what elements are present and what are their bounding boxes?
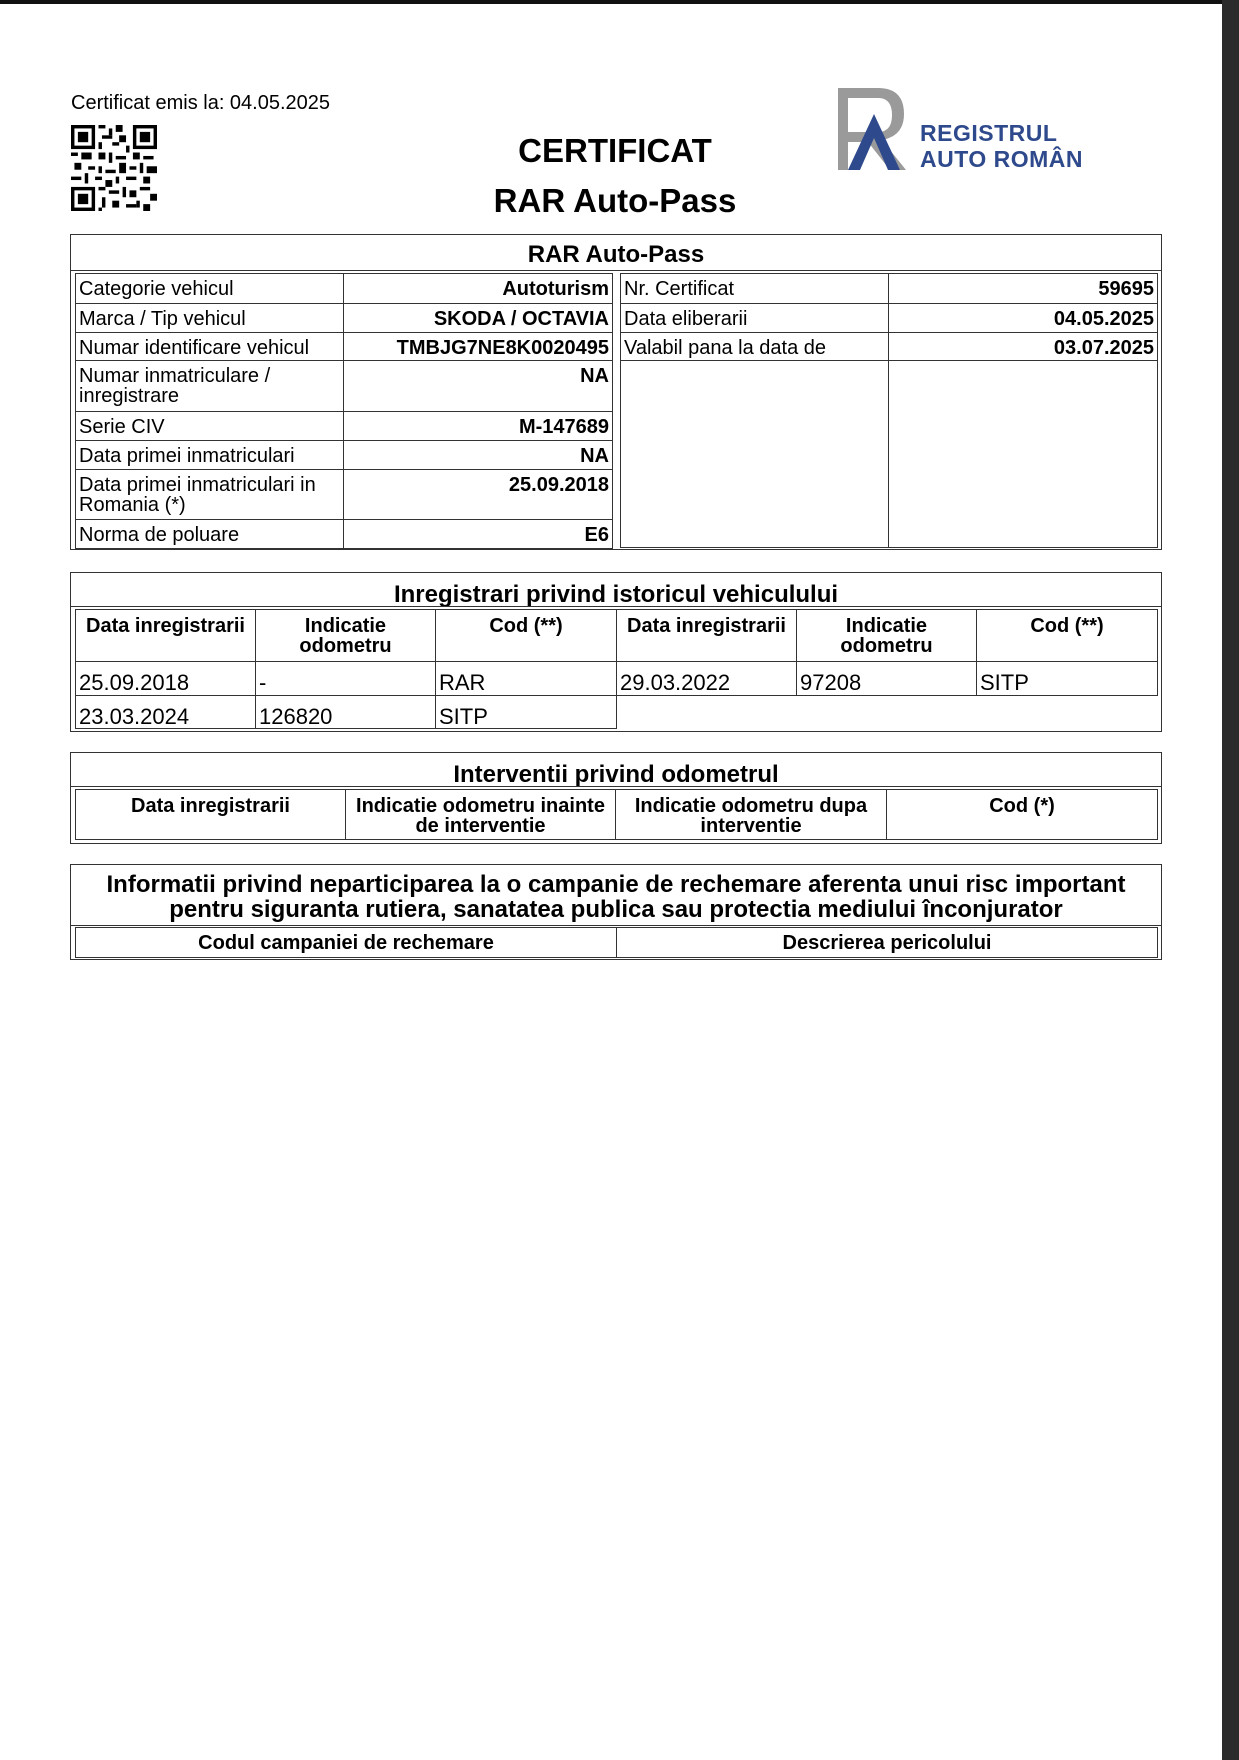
divider [71, 606, 1161, 607]
table-row [76, 441, 613, 470]
label-cell: Numar identificare vehicul [76, 333, 344, 361]
label-cell: Norma de poluare [76, 520, 344, 549]
history-cell: - [256, 662, 436, 696]
table-row [76, 304, 613, 333]
value-cell: Autoturism [344, 274, 613, 304]
label-cell: Nr. Certificat [621, 274, 889, 304]
table-row [76, 333, 613, 361]
history-table [75, 609, 1158, 729]
table-header-row [76, 790, 1158, 840]
column-header: Data inregistrarii [76, 610, 256, 662]
table-row [76, 470, 613, 520]
table-row [76, 274, 613, 304]
column-header: Indicatie odometru [256, 610, 436, 662]
empty-cell [889, 361, 1158, 548]
column-header: Indicatie odometru dupa interventie [616, 790, 887, 840]
history-cell: SITP [977, 662, 1158, 696]
section-title-recall: Informatii privind neparticiparea la o campanie de rechemare aferenta unui risc important pentru siguranta rutiera, sanatatea publica sau protectia mediului înconjurator [106, 871, 1126, 923]
table-header-row [76, 928, 1158, 958]
value-cell: M-147689 [344, 412, 613, 441]
table-row [621, 333, 1158, 361]
issued-date: Certificat emis la: 04.05.2025 [71, 92, 331, 114]
table-row [76, 520, 613, 549]
column-header: Cod (*) [887, 790, 1158, 840]
column-header: Data inregistrarii [76, 790, 346, 840]
label-cell: Categorie vehicul [76, 274, 344, 304]
column-header: Data inregistrarii [617, 610, 797, 662]
recall-table [75, 927, 1158, 958]
column-header: Indicatie odometru [797, 610, 977, 662]
empty-cell [621, 361, 889, 548]
empty-cell [977, 696, 1158, 729]
label-cell: Serie CIV [76, 412, 344, 441]
certificate-title: CERTIFICAT [518, 132, 712, 169]
value-cell: E6 [344, 520, 613, 549]
table-row [76, 412, 613, 441]
certificate-subtitle: RAR Auto-Pass [493, 182, 737, 219]
column-header: Cod (**) [436, 610, 617, 662]
history-cell: 126820 [256, 696, 436, 729]
column-header: Codul campaniei de rechemare [76, 928, 617, 958]
logo-line-2: AUTO ROMÂN [920, 146, 1084, 172]
rar-logo-text [920, 120, 1083, 172]
vehicle-info-table [75, 273, 613, 549]
table-header-row [76, 610, 1158, 662]
auto-pass-section [70, 234, 1162, 550]
table-row [76, 361, 613, 412]
odometer-table [75, 789, 1158, 840]
odometer-interventions-section [70, 752, 1162, 844]
value-cell: NA [344, 361, 613, 412]
empty-cell [797, 696, 977, 729]
table-row [621, 361, 1158, 548]
watermark: AUTOVIT.RO [8, 1722, 200, 1755]
history-cell: 29.03.2022 [617, 662, 797, 696]
value-cell: 03.07.2025 [889, 333, 1158, 361]
value-cell: NA [344, 441, 613, 470]
table-row [76, 696, 1158, 729]
column-header: Descrierea pericolului [617, 928, 1158, 958]
value-cell: SKODA / OCTAVIA [344, 304, 613, 333]
label-cell: Data primei inmatriculari [76, 441, 344, 470]
section-title-odometer: Interventii privind odometrul [453, 761, 779, 788]
certificate-info-table [620, 273, 1158, 548]
label-cell: Data primei inmatriculari in Romania (*) [76, 470, 344, 520]
empty-cell [617, 696, 797, 729]
history-section [70, 572, 1162, 732]
value-cell: TMBJG7NE8K0020495 [344, 333, 613, 361]
divider [71, 925, 1161, 926]
label-cell: Valabil pana la data de [621, 333, 889, 361]
column-header: Indicatie odometru inainte de interventie [346, 790, 616, 840]
divider [71, 270, 1161, 271]
column-header: Cod (**) [977, 610, 1158, 662]
history-cell: SITP [436, 696, 617, 729]
history-cell: 25.09.2018 [76, 662, 256, 696]
table-row [621, 274, 1158, 304]
history-cell: 23.03.2024 [76, 696, 256, 729]
label-cell: Numar inmatriculare / inregistrare [76, 361, 344, 412]
table-row [76, 662, 1158, 696]
label-cell: Marca / Tip vehicul [76, 304, 344, 333]
history-cell: RAR [436, 662, 617, 696]
history-cell: 97208 [797, 662, 977, 696]
section-title-auto-pass: RAR Auto-Pass [527, 241, 705, 268]
value-cell: 59695 [889, 274, 1158, 304]
divider [71, 786, 1161, 787]
table-row [621, 304, 1158, 333]
label-cell: Data eliberarii [621, 304, 889, 333]
value-cell: 25.09.2018 [344, 470, 613, 520]
logo-line-1: REGISTRUL [920, 120, 1058, 146]
value-cell: 04.05.2025 [889, 304, 1158, 333]
qr-code-icon [71, 124, 157, 212]
section-title-history: Inregistrari privind istoricul vehiculului [393, 581, 839, 608]
recall-campaign-section [70, 864, 1162, 960]
